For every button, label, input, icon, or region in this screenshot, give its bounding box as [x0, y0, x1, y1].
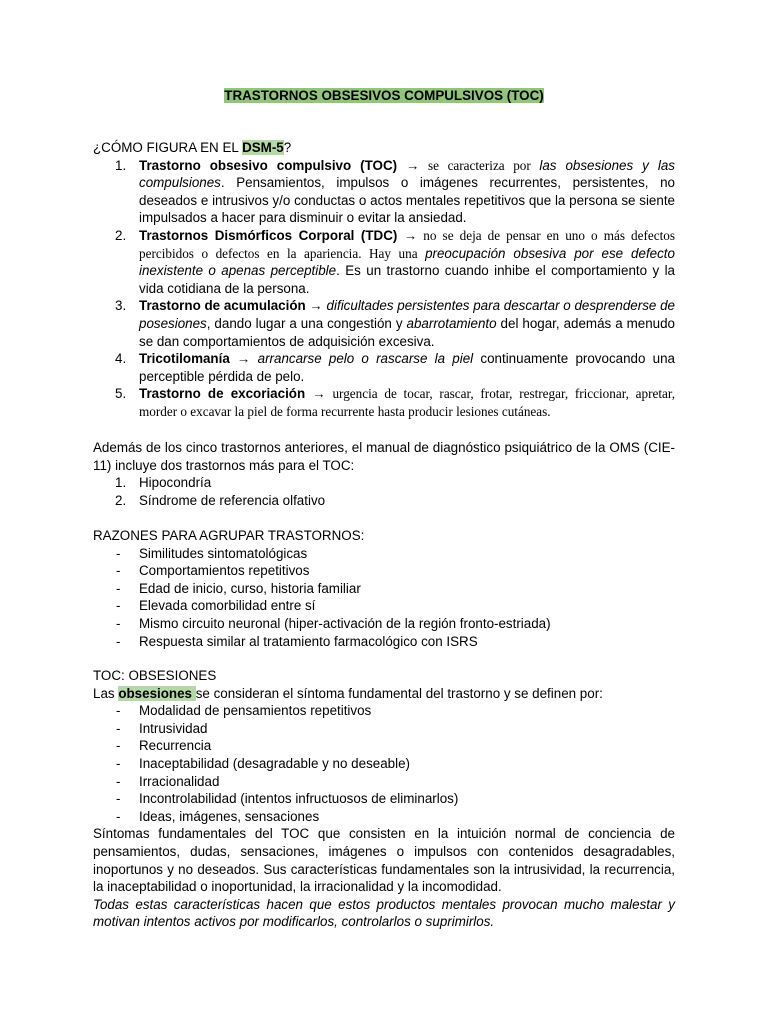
list-item: - Irracionalidad — [116, 773, 220, 789]
dsm-heading: ¿CÓMO FIGURA EN EL DSM-5? — [93, 140, 292, 155]
list-item: - Edad de inicio, curso, historia familiar — [116, 580, 361, 596]
list-item: - Similitudes sintomatológicas — [116, 545, 308, 561]
razones-section — [93, 527, 675, 650]
list-item: - Ideas, imágenes, sensaciones — [116, 808, 320, 824]
dsm-list — [93, 157, 675, 421]
obsesiones-highlight: obsesiones — [118, 685, 196, 701]
list-item: 1. Trastorno obsesivo compulsivo (TOC) → se caracteriza por las obsesiones y las compulsiones. Pensamientos, impulsos o imágenes recurrentes, persistentes, no deseados e intrusivos y/o conductas o actos mentales repetitivos que la persona se siente impulsados a hacer para disminuir o evitar la ansiedad. — [115, 157, 675, 226]
list-item: 2. Trastornos Dismórficos Corporal (TDC) → no se deja de pensar en uno o más defectos percibidos o defectos en la apariencia. Hay una preocupación obsesiva por ese defecto inexistente o apenas perceptible. Es un trastorno cuando inhibe el comportamiento y la vida cotidiana de la persona. — [115, 227, 675, 296]
list-item: 5. Trastorno de excoriación → urgencia de tocar, rascar, frotar, restregar, friccionar, apretar, morder o excavar la piel de forma recurrente hasta producir lesiones cutáneas. — [115, 386, 675, 419]
list-item: - Recurrencia — [116, 738, 212, 754]
list-item: - Intrusividad — [116, 720, 208, 736]
cie-section — [93, 439, 675, 509]
list-item: 2. Síndrome de referencia olfativo — [115, 492, 326, 508]
list-item: 1. Hipocondría — [115, 475, 212, 491]
dsm-section — [93, 139, 675, 421]
document-title — [93, 87, 675, 105]
razones-heading: RAZONES PARA AGRUPAR TRASTORNOS: — [93, 528, 365, 543]
dsm-highlight: DSM-5 — [242, 140, 284, 155]
list-item: - Modalidad de pensamientos repetitivos — [116, 703, 372, 719]
cie-list — [93, 474, 675, 509]
razones-list — [93, 545, 675, 651]
list-item: - Mismo circuito neuronal (hiper-activación de la región fronto-estriada) — [116, 615, 551, 631]
cie-intro: Además de los cinco trastornos anteriores, el manual de diagnóstico psiquiátrico de la OMS (CIE-11) incluye dos trastornos más para el TOC: — [93, 440, 675, 473]
obsesiones-section — [93, 667, 675, 931]
list-item: 4. Tricotilomanía → arrancarse pelo o rascarse la piel continuamente provocando una perceptible pérdida de pelo. — [115, 351, 676, 384]
obsesiones-paragraph: Síntomas fundamentales del TOC que consisten en la intuición normal de conciencia de pensamientos, dudas, sensaciones, imágenes o impulsos con contenidos desagradables, inoportunos y no deseados. Sus características fundamentales son la intrusividad, la recurrencia, la inaceptabilidad o inoportunidad, la irracionalidad y la incomodidad. — [93, 826, 675, 895]
obsesiones-intro: Las obsesiones se consideran el síntoma fundamental del trastorno y se definen por: — [93, 685, 603, 701]
list-item: 3. Trastorno de acumulación → dificultades persistentes para descartar o desprenderse de posesiones, dando lugar a una congestión y abarrotamiento del hogar, además a menudo se dan comportamientos de adquisición excesiva. — [115, 298, 676, 349]
list-item: - Comportamientos repetitivos — [116, 563, 310, 579]
list-item: - Respuesta similar al tratamiento farmacológico con ISRS — [116, 633, 478, 649]
obsesiones-heading: TOC: OBSESIONES — [93, 668, 217, 683]
obsesiones-italic-paragraph: Todas estas características hacen que estos productos mentales provocan mucho malestar y motivan intentos activos por modificarlos, controlarlos o suprimirlos. — [93, 896, 675, 930]
list-item: - Inaceptabilidad (desagradable y no deseable) — [116, 755, 410, 771]
list-item: - Incontrolabilidad (intentos infructuosos de eliminarlos) — [116, 791, 459, 807]
obsesiones-list — [93, 702, 675, 825]
title-highlight: TRASTORNOS OBSESIVOS COMPULSIVOS (TOC) — [224, 88, 544, 103]
list-item: - Elevada comorbilidad entre sí — [116, 598, 316, 614]
